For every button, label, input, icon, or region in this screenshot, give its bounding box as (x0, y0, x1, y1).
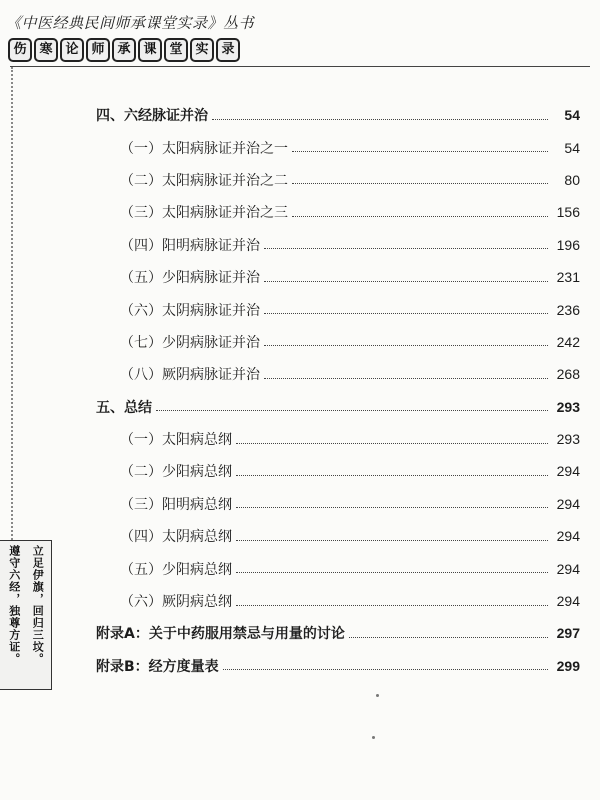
toc-page-number: 299 (556, 657, 580, 674)
toc-page-number: 294 (556, 560, 580, 577)
toc-entry-title: （六）太阴病脉证并治 (120, 302, 260, 319)
series-name-char: 伤 (8, 38, 32, 62)
toc-page-number: 54 (564, 107, 580, 124)
dot-leader (223, 669, 548, 670)
margin-slogan-box (0, 540, 52, 690)
toc-page-number: 297 (556, 625, 580, 642)
dot-leader (292, 216, 548, 217)
dot-leader (236, 507, 548, 508)
series-name-char: 录 (216, 38, 240, 62)
toc-entry (96, 488, 580, 520)
dot-leader (156, 410, 548, 411)
toc-entry (96, 131, 580, 163)
toc-entry-title: 四、六经脉证并治 (96, 108, 208, 125)
series-header: 《中医经典民间师承课堂实录》丛书 (6, 14, 255, 32)
dot-leader (236, 572, 548, 573)
toc-entry-title: （二）少阳病总纲 (120, 464, 232, 481)
dot-leader (212, 119, 548, 120)
dot-leader (236, 540, 548, 541)
dot-leader (264, 281, 548, 282)
slogan-column-left: 遵守六经，独尊方证。 (7, 545, 21, 665)
toc-page-number: 80 (564, 171, 580, 188)
toc-entry-title: （五）少阳病脉证并治 (120, 270, 260, 287)
print-speck (376, 694, 379, 697)
toc-entry (96, 164, 580, 196)
toc-entry (96, 99, 580, 131)
toc-entry (96, 196, 580, 228)
toc-entry-title: （五）少阳病总纲 (120, 561, 232, 578)
toc-entry-title: （七）少阴病脉证并治 (120, 334, 260, 351)
series-name-char: 课 (138, 38, 162, 62)
toc-entry (96, 326, 580, 358)
toc-page-number: 294 (556, 593, 580, 610)
dot-leader (264, 378, 548, 379)
toc-page-number: 268 (556, 366, 580, 383)
toc-entry (96, 650, 580, 682)
table-of-contents (96, 99, 580, 682)
toc-page-number: 294 (556, 495, 580, 512)
toc-entry-title: （二）太阳病脉证并治之二 (120, 172, 288, 189)
toc-entry-title: 五、总结 (96, 399, 152, 416)
toc-page-number: 293 (556, 431, 580, 448)
toc-entry (96, 293, 580, 325)
toc-entry-title: 附录B：经方度量表 (96, 658, 219, 675)
dot-leader (264, 313, 548, 314)
toc-entry (96, 552, 580, 584)
toc-entry (96, 455, 580, 487)
toc-page-number: 54 (564, 139, 580, 156)
toc-entry-title: （六）厥阴病总纲 (120, 594, 232, 611)
toc-page-number: 242 (556, 333, 580, 350)
toc-entry-title: 附录A：关于中药服用禁忌与用量的讨论 (96, 626, 345, 643)
dot-leader (349, 637, 548, 638)
toc-entry (96, 358, 580, 390)
series-name-char: 师 (86, 38, 110, 62)
dot-leader (236, 443, 548, 444)
series-name-banner (8, 38, 240, 62)
series-name-char: 论 (60, 38, 84, 62)
toc-entry (96, 261, 580, 293)
left-dotted-margin-line (11, 67, 13, 547)
toc-entry (96, 423, 580, 455)
toc-page-number: 156 (556, 204, 580, 221)
dot-leader (236, 475, 548, 476)
slogan-column-right: 立足伊旗，回归三坟。 (31, 545, 45, 665)
toc-entry (96, 617, 580, 649)
toc-entry (96, 229, 580, 261)
toc-page-number: 294 (556, 528, 580, 545)
series-name-char: 承 (112, 38, 136, 62)
dot-leader (264, 345, 548, 346)
toc-page-number: 196 (556, 236, 580, 253)
toc-entry-title: （一）太阳病脉证并治之一 (120, 140, 288, 157)
toc-entry-title: （一）太阳病总纲 (120, 432, 232, 449)
dot-leader (264, 248, 548, 249)
header-rule (10, 66, 590, 67)
toc-entry-title: （四）阳明病脉证并治 (120, 237, 260, 254)
dot-leader (236, 605, 548, 606)
series-name-char: 寒 (34, 38, 58, 62)
toc-entry (96, 585, 580, 617)
print-speck (372, 736, 375, 739)
toc-entry-title: （三）阳明病总纲 (120, 496, 232, 513)
toc-entry (96, 520, 580, 552)
series-name-char: 堂 (164, 38, 188, 62)
toc-entry-title: （八）厥阴病脉证并治 (120, 367, 260, 384)
toc-page-number: 236 (556, 301, 580, 318)
toc-entry (96, 391, 580, 423)
toc-page-number: 294 (556, 463, 580, 480)
series-name-char: 实 (190, 38, 214, 62)
toc-entry-title: （四）太阴病总纲 (120, 529, 232, 546)
toc-page-number: 293 (556, 398, 580, 415)
dot-leader (292, 183, 548, 184)
toc-page-number: 231 (556, 269, 580, 286)
dot-leader (292, 151, 548, 152)
toc-entry-title: （三）太阳病脉证并治之三 (120, 205, 288, 222)
